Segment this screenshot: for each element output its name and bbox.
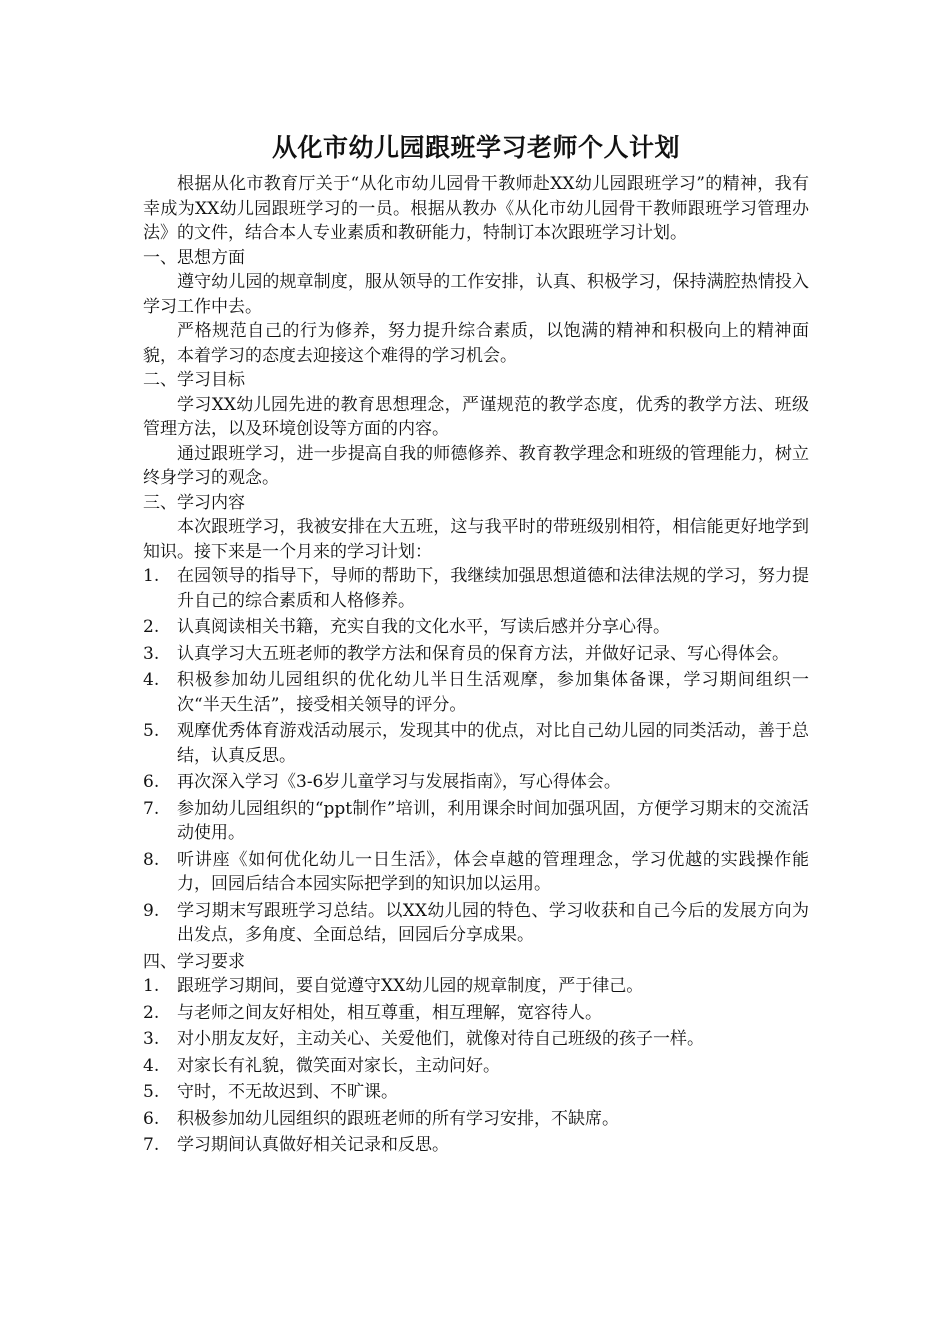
- list-item: [143, 615, 809, 640]
- list-item-number: 7.: [143, 1135, 160, 1155]
- list-item-text: 再次深入学习《3-6岁儿童学习与发展指南》，写心得体会。: [177, 772, 621, 792]
- list-item-text: 与老师之间友好相处，相互尊重，相互理解，宽容待人。: [177, 1002, 602, 1023]
- section-heading-goals: 二、学习目标: [143, 370, 245, 390]
- list-item-text: 认真阅读相关书籍，充实自我的文化水平，写读后感并分享心得。: [177, 617, 670, 637]
- list-item-number: 7.: [143, 798, 160, 819]
- list-item-text: 学习期末写跟班学习总结。以XX幼儿园的特色、学习收获和自己今后的发展方向为出发点，多角度、全面总结，回园后分享成果。: [177, 900, 809, 945]
- intro-paragraph: 根据从化市教育厅关于“从化市幼儿园骨干教师赴XX幼儿园跟班学习”的精神，我有幸成为XX幼儿园跟班学习的一员。根据从教办《从化市幼儿园骨干教师跟班学习管理办法》的文件，结合本人专业素质和教研能力，特制订本次跟班学习计划。: [143, 174, 809, 243]
- list-item-number: 3.: [143, 643, 160, 664]
- list-item: [143, 1027, 809, 1052]
- list-item-text: 观摩优秀体育游戏活动展示，发现其中的优点，对比自己幼儿园的同类活动，善于总结，认真反思。: [177, 721, 809, 766]
- list-item: [143, 770, 809, 795]
- section-heading-requirements: 四、学习要求: [143, 951, 245, 972]
- requirements-list: [143, 974, 809, 1158]
- list-item-number: 8.: [143, 849, 160, 870]
- list-item: [143, 974, 809, 999]
- list-item-number: 6.: [143, 772, 160, 792]
- list-item-number: 1.: [143, 976, 160, 996]
- content-list: [143, 564, 809, 948]
- list-item: [143, 1080, 809, 1105]
- section1-paragraph: 遵守幼儿园的规章制度，服从领导的工作安排，认真、积极学习，保持满腔热情投入学习工作中去。: [143, 272, 809, 317]
- list-item: [143, 848, 809, 897]
- list-item-number: 5.: [143, 1082, 160, 1102]
- section1-paragraph: 严格规范自己的行为修养，努力提升综合素质，以饱满的精神和积极向上的精神面貌，本着学习的态度去迎接这个难得的学习机会。: [143, 321, 809, 366]
- list-item-text: 对家长有礼貌，微笑面对家长，主动问好。: [177, 1055, 500, 1076]
- list-item-number: 4.: [143, 1055, 160, 1076]
- list-item: [143, 564, 809, 613]
- list-item-text: 积极参加幼儿园组织的跟班老师的所有学习安排，不缺席。: [177, 1108, 619, 1129]
- list-item-number: 2.: [143, 1002, 160, 1023]
- list-item: [143, 797, 809, 846]
- list-item-number: 1.: [143, 566, 160, 586]
- list-item: [143, 668, 809, 717]
- list-item-text: 认真学习大五班老师的教学方法和保育员的保育方法，并做好记录、写心得体会。: [177, 643, 789, 664]
- section2-paragraph: 通过跟班学习，进一步提高自我的师德修养、教育教学理念和班级的管理能力，树立终身学习的观念。: [143, 443, 809, 488]
- list-item-text: 参加幼儿园组织的“ppt制作”培训，利用课余时间加强巩固，方便学习期末的交流活动使用。: [177, 798, 809, 843]
- list-item-number: 5.: [143, 721, 160, 741]
- document-title: 从化市幼儿园跟班学习老师个人计划: [271, 133, 680, 162]
- list-item-number: 9.: [143, 900, 160, 921]
- list-item: [143, 899, 809, 948]
- list-item-number: 2.: [143, 617, 160, 637]
- list-item: [143, 719, 809, 768]
- section3-intro: 本次跟班学习，我被安排在大五班，这与我平时的带班级别相符，相信能更好地学到知识。接下来是一个月来的学习计划：: [143, 517, 809, 562]
- list-item-number: 6.: [143, 1108, 160, 1129]
- list-item-text: 对小朋友友好，主动关心、关爱他们，就像对待自己班级的孩子一样。: [177, 1029, 704, 1049]
- list-item-text: 在园领导的指导下，导师的帮助下，我继续加强思想道德和法律法规的学习，努力提升自己的综合素质和人格修养。: [177, 566, 809, 611]
- list-item: [143, 1054, 809, 1079]
- list-item-text: 积极参加幼儿园组织的优化幼儿半日生活观摩，参加集体备课，学习期间组织一次“半天生活”，接受相关领导的评分。: [177, 670, 809, 715]
- section2-paragraph: 学习XX幼儿园先进的教育思想理念，严谨规范的教学态度，优秀的教学方法、班级管理方法，以及环境创设等方面的内容。: [143, 394, 809, 439]
- list-item: [143, 642, 809, 667]
- list-item-number: 3.: [143, 1029, 160, 1049]
- list-item: [143, 1133, 809, 1158]
- list-item: [143, 1107, 809, 1132]
- document-page: [143, 130, 809, 1160]
- section-heading-thought: 一、思想方面: [143, 247, 245, 268]
- list-item-number: 4.: [143, 670, 160, 690]
- list-item-text: 听讲座《如何优化幼儿一日生活》，体会卓越的管理理念，学习优越的实践操作能力，回园后结合本园实际把学到的知识加以运用。: [177, 849, 809, 894]
- section-heading-content: 三、学习内容: [143, 492, 245, 513]
- list-item-text: 学习期间认真做好相关记录和反思。: [177, 1135, 449, 1155]
- list-item: [143, 1001, 809, 1026]
- list-item-text: 守时，不无故迟到、不旷课。: [177, 1082, 398, 1102]
- list-item-text: 跟班学习期间，要自觉遵守XX幼儿园的规章制度，严于律己。: [177, 976, 644, 996]
